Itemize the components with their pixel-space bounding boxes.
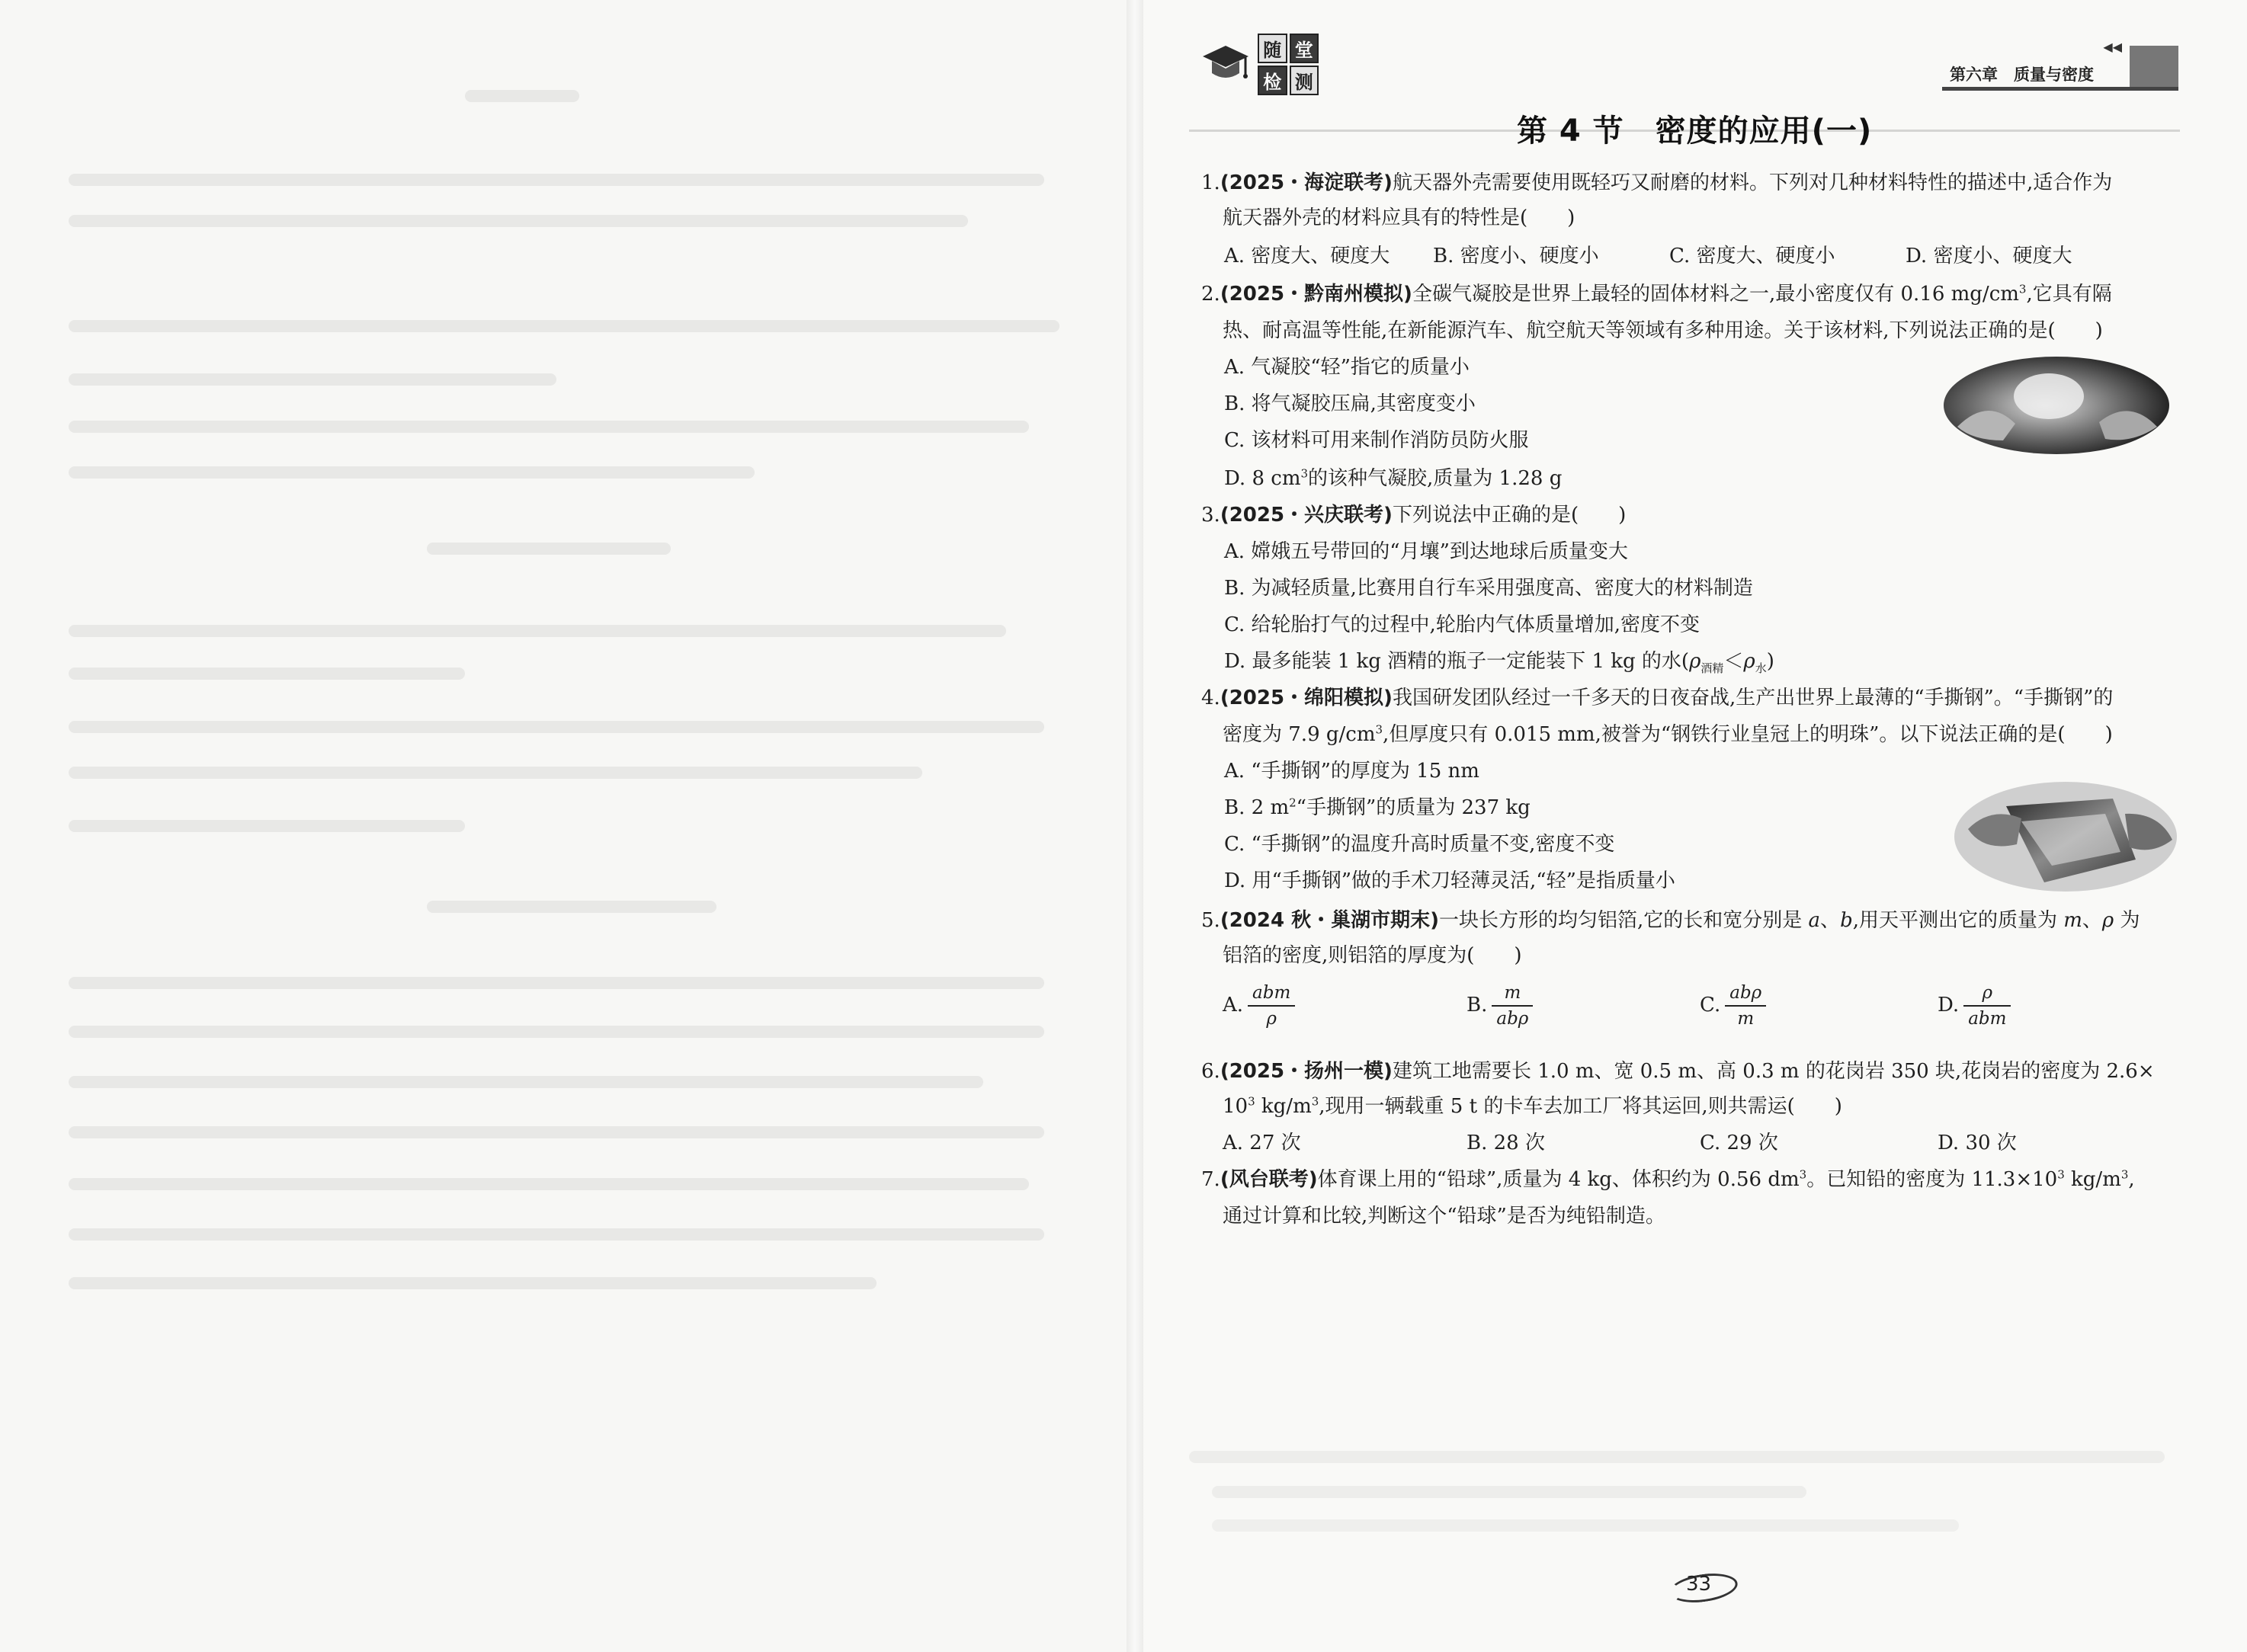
question-5-option-a: A. $\frac{\text{abm}}{\rho}$ <box>1223 983 1295 1029</box>
question-4-option-d: D. 用“手撕钢”做的手术刀轻薄灵活,“轻”是指质量小 <box>1224 869 1675 892</box>
right-page <box>1143 0 2247 1652</box>
logo-cell: 随 <box>1258 34 1287 63</box>
section-title: 第 4 节 密度的应用(一) <box>1517 114 1873 149</box>
aerogel-photo <box>1942 351 2171 457</box>
chapter-rule <box>1942 87 2178 91</box>
question-5-option-d: D. $\frac{\rho}{\text{abm}}$ <box>1938 983 2011 1029</box>
question-4-option-b: B. 2 $m^2“$手撕钢”的质量为 237 kg <box>1224 796 1531 819</box>
question-6-option-d: D. 30 次 <box>1938 1132 2017 1154</box>
question-5-line-2: 铝箔的密度,则铝箔的厚度为( ) <box>1223 944 1522 967</box>
graduation-cap-icon <box>1201 40 1250 88</box>
question-6-option-a: A. 27 次 <box>1223 1132 1301 1154</box>
question-2-option-b: B. 将气凝胶压扁,其密度变小 <box>1224 392 1476 415</box>
logo-cell: 测 <box>1290 66 1319 95</box>
question-7-line-1: 7.(风台联考)体育课上用的“铅球”,质量为 4 kg、体积约为 0.56 $dm^3$。已知铅的密度为 $11.3\times 10^3$ $kg/m^3$, <box>1201 1167 2135 1191</box>
question-1-option-c: C. 密度大、硬度小 <box>1669 245 1835 267</box>
question-2-line-1: 2.(2025・黔南州模拟)全碳气凝胶是世界上最轻的固体材料之一,最小密度仅有 0.16 $mg/cm^3$,它具有隔 <box>1201 282 2112 306</box>
question-6-option-c: C. 29 次 <box>1700 1132 1778 1154</box>
question-1-line-1: 1.(2025・海淀联考)航天器外壳需要使用既轻巧又耐磨的材料。下列对几种材料特性的描述中,适合作为 <box>1201 171 2113 194</box>
logo-grid <box>1258 34 1319 93</box>
question-2-option-d: D. 8 $cm^3$的该种气凝胶,质量为 1.28 g <box>1224 466 1563 490</box>
question-6-option-b: B. 28 次 <box>1466 1132 1545 1154</box>
question-3-option-b: B. 为减轻质量,比赛用自行车采用强度高、密度大的材料制造 <box>1224 577 1753 600</box>
question-6-line-1: 6.(2025・扬州一模)建筑工地需要长 1.0 m、宽 0.5 m、高 0.3 m 的花岗岩 350 块,花岗岩的密度为 2.6× <box>1201 1060 2155 1083</box>
question-1-option-b: B. 密度小、硬度小 <box>1433 245 1599 267</box>
question-4-line-2: 密度为 7.9 $g/cm^3$,但厚度只有 0.015 mm,被誉为“钢铁行业皇冠上的明珠”。以下说法正确的是( ) <box>1223 722 2113 746</box>
question-5-option-b: B. $\frac{m}{\text{abρ}}$ <box>1466 983 1533 1029</box>
question-5-line-1: 5.(2024 秋・巢湖市期末)一块长方形的均匀铝箔,它的长和宽分别是 a、b,用天平测出它的质量为 m、ρ 为 <box>1201 909 2140 932</box>
book-gutter <box>1127 0 1143 1652</box>
question-2-option-c: C. 该材料可用来制作消防员防火服 <box>1224 429 1529 452</box>
question-3-line-1: 3.(2025・兴庆联考)下列说法中正确的是( ) <box>1201 504 1627 527</box>
question-3-option-d: D. 最多能装 1 kg 酒精的瓶子一定能装下 1 kg 的水$(\rho_{酒精}<\rho_水)$ <box>1224 650 1774 676</box>
question-3-option-c: C. 给轮胎打气的过程中,轮胎内气体质量增加,密度不变 <box>1224 613 1700 636</box>
question-6-line-2: $10^3$ $kg/m^3$,现用一辆载重 5 t 的卡车去加工厂将其运回,则共需运( ) <box>1223 1094 1842 1118</box>
chevron-left-icon: ◀◀ <box>2103 40 2122 54</box>
series-logo <box>1201 30 1323 96</box>
chapter-label: 第六章 质量与密度 <box>1950 66 2094 84</box>
question-source: (2025・海淀联考) <box>1220 171 1393 194</box>
question-4-option-c: C. “手撕钢”的温度升高时质量不变,密度不变 <box>1224 833 1615 856</box>
question-7-line-2: 通过计算和比较,判断这个“铅球”是否为纯铅制造。 <box>1223 1205 1665 1228</box>
question-1-option-a: A. 密度大、硬度大 <box>1224 245 1390 267</box>
question-4-line-1: 4.(2025・绵阳模拟)我国研发团队经过一千多天的日夜奋战,生产出世界上最薄的“手撕钢”。“手撕钢”的 <box>1201 687 2114 709</box>
logo-cell: 堂 <box>1290 34 1319 63</box>
question-1-line-2: 航天器外壳的材料应具有的特性是( ) <box>1223 206 1575 229</box>
question-4-option-a: A. “手撕钢”的厚度为 15 nm <box>1224 760 1479 783</box>
steel-foil-photo <box>1953 776 2178 898</box>
page-number: 33 <box>1669 1571 1738 1602</box>
question-3-option-a: A. 嫦娥五号带回的“月壤”到达地球后质量变大 <box>1224 540 1628 563</box>
question-2-line-2: 热、耐高温等性能,在新能源汽车、航空航天等领域有多种用途。关于该材料,下列说法正确的是( ) <box>1223 319 2103 342</box>
question-2-option-a: A. 气凝胶“轻”指它的质量小 <box>1224 356 1470 379</box>
chapter-tab-marker <box>2130 46 2178 90</box>
question-1-option-d: D. 密度小、硬度大 <box>1906 245 2072 267</box>
logo-cell: 检 <box>1258 66 1287 95</box>
question-5-option-c: C. $\frac{\text{abρ}}{m}$ <box>1700 983 1766 1029</box>
chapter-header <box>1942 40 2178 90</box>
